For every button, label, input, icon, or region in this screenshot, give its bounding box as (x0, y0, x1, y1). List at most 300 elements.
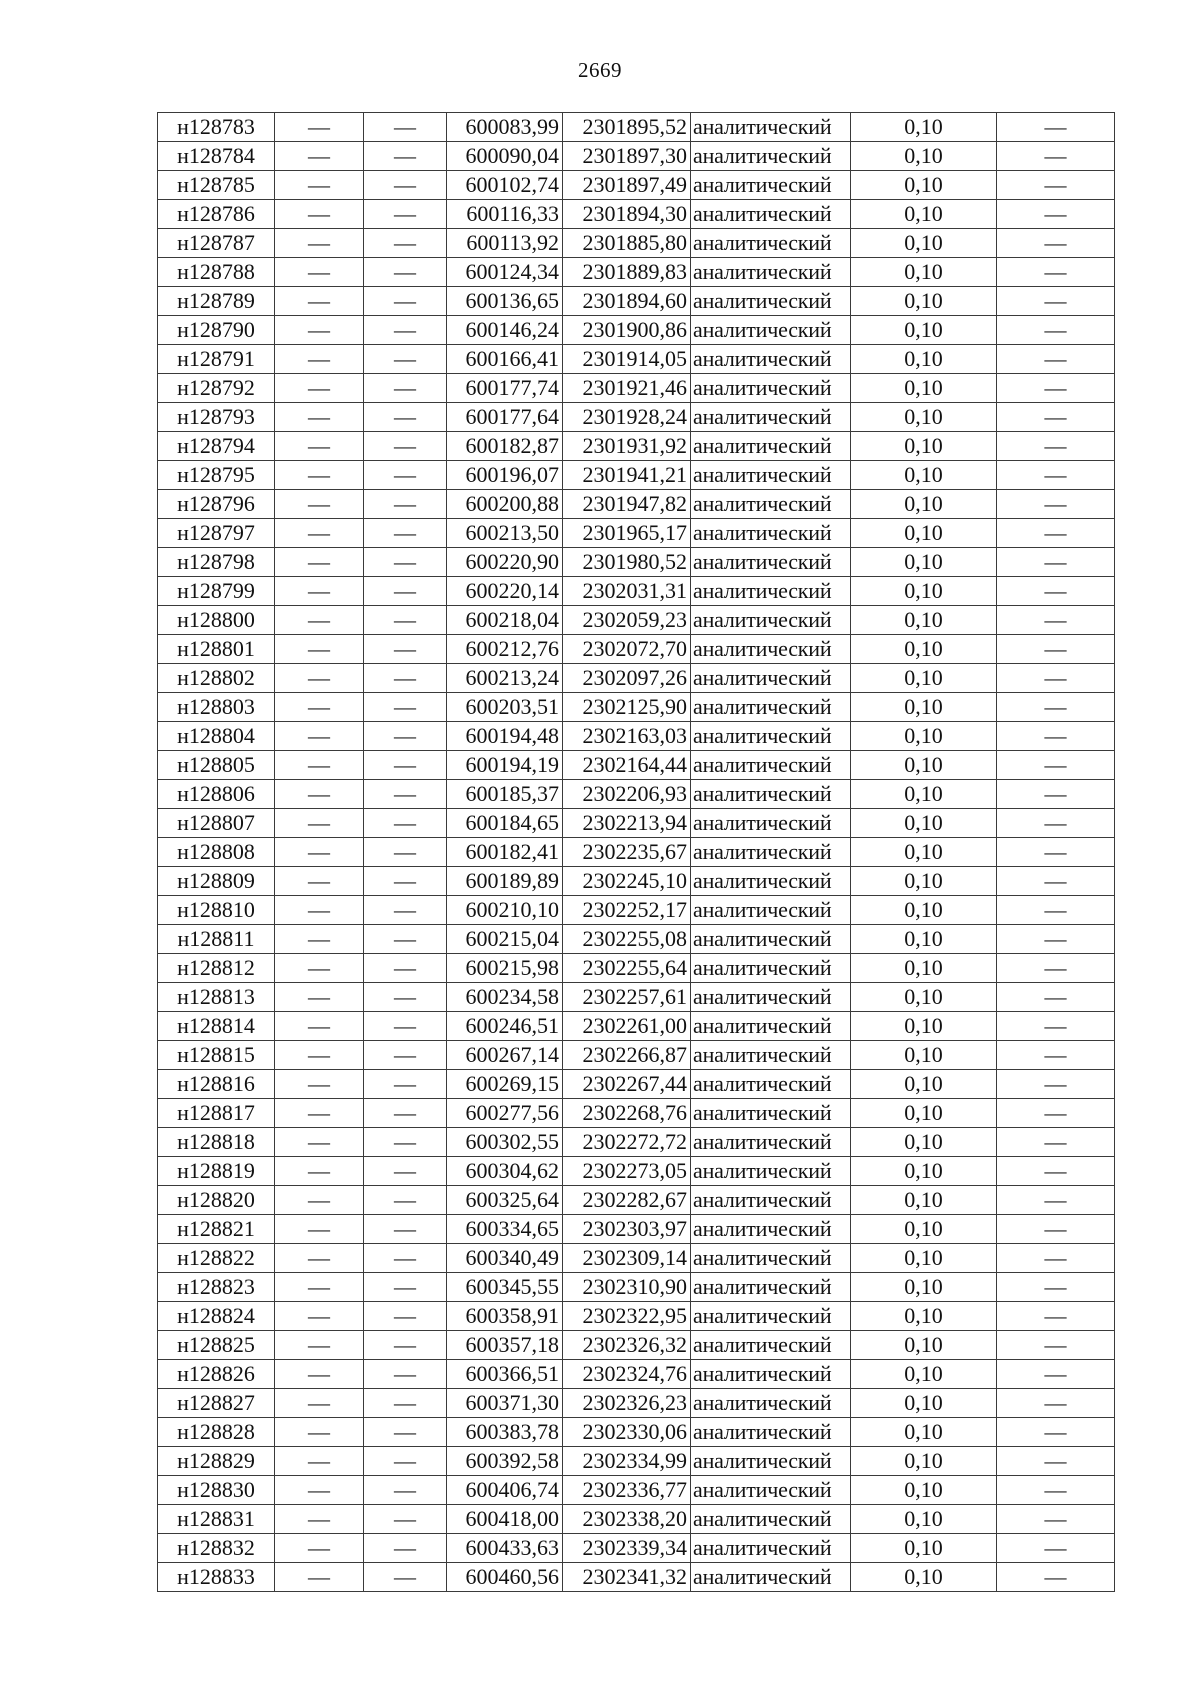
method-cell: аналитический (691, 200, 851, 229)
y-coordinate-cell: 2302336,77 (563, 1476, 691, 1505)
dash-cell: — (275, 1186, 364, 1215)
y-coordinate-cell: 2302164,44 (563, 751, 691, 780)
x-coordinate-cell: 600090,04 (447, 142, 563, 171)
x-coordinate-cell: 600194,19 (447, 751, 563, 780)
y-coordinate-cell: 2302326,32 (563, 1331, 691, 1360)
method-cell: аналитический (691, 577, 851, 606)
dash-cell: — (364, 867, 447, 896)
table-row (158, 403, 1115, 432)
dash-cell: — (997, 577, 1115, 606)
dash-cell: — (997, 809, 1115, 838)
point-id-cell: н128784 (158, 142, 275, 171)
point-id-cell: н128785 (158, 171, 275, 200)
dash-cell: — (997, 1099, 1115, 1128)
table-row (158, 1157, 1115, 1186)
dash-cell: — (997, 1012, 1115, 1041)
y-coordinate-cell: 2302338,20 (563, 1505, 691, 1534)
dash-cell: — (997, 983, 1115, 1012)
accuracy-cell: 0,10 (851, 780, 997, 809)
dash-cell: — (364, 258, 447, 287)
table-row (158, 345, 1115, 374)
dash-cell: — (364, 1302, 447, 1331)
dash-cell: — (275, 722, 364, 751)
accuracy-cell: 0,10 (851, 1505, 997, 1534)
point-id-cell: н128786 (158, 200, 275, 229)
dash-cell: — (364, 838, 447, 867)
accuracy-cell: 0,10 (851, 1157, 997, 1186)
accuracy-cell: 0,10 (851, 954, 997, 983)
y-coordinate-cell: 2301914,05 (563, 345, 691, 374)
dash-cell: — (275, 113, 364, 142)
dash-cell: — (997, 548, 1115, 577)
point-id-cell: н128802 (158, 664, 275, 693)
method-cell: аналитический (691, 1012, 851, 1041)
accuracy-cell: 0,10 (851, 722, 997, 751)
dash-cell: — (364, 606, 447, 635)
accuracy-cell: 0,10 (851, 577, 997, 606)
dash-cell: — (275, 316, 364, 345)
y-coordinate-cell: 2302273,05 (563, 1157, 691, 1186)
point-id-cell: н128803 (158, 693, 275, 722)
accuracy-cell: 0,10 (851, 809, 997, 838)
table-row (158, 1128, 1115, 1157)
method-cell: аналитический (691, 1476, 851, 1505)
dash-cell: — (275, 664, 364, 693)
table-row (158, 1505, 1115, 1534)
x-coordinate-cell: 600196,07 (447, 461, 563, 490)
point-id-cell: н128812 (158, 954, 275, 983)
y-coordinate-cell: 2302266,87 (563, 1041, 691, 1070)
dash-cell: — (997, 635, 1115, 664)
y-coordinate-cell: 2302261,00 (563, 1012, 691, 1041)
dash-cell: — (997, 1505, 1115, 1534)
y-coordinate-cell: 2302125,90 (563, 693, 691, 722)
method-cell: аналитический (691, 838, 851, 867)
x-coordinate-cell: 600358,91 (447, 1302, 563, 1331)
dash-cell: — (997, 1360, 1115, 1389)
x-coordinate-cell: 600177,64 (447, 403, 563, 432)
y-coordinate-cell: 2302272,72 (563, 1128, 691, 1157)
table-row (158, 316, 1115, 345)
dash-cell: — (275, 1563, 364, 1592)
dash-cell: — (275, 403, 364, 432)
dash-cell: — (997, 838, 1115, 867)
x-coordinate-cell: 600215,98 (447, 954, 563, 983)
method-cell: аналитический (691, 1505, 851, 1534)
dash-cell: — (997, 751, 1115, 780)
y-coordinate-cell: 2302235,67 (563, 838, 691, 867)
table-row (158, 693, 1115, 722)
dash-cell: — (275, 809, 364, 838)
y-coordinate-cell: 2302334,99 (563, 1447, 691, 1476)
table-row (158, 1360, 1115, 1389)
accuracy-cell: 0,10 (851, 635, 997, 664)
table-row (158, 838, 1115, 867)
table-row (158, 635, 1115, 664)
method-cell: аналитический (691, 925, 851, 954)
point-id-cell: н128796 (158, 490, 275, 519)
x-coordinate-cell: 600325,64 (447, 1186, 563, 1215)
dash-cell: — (364, 113, 447, 142)
dash-cell: — (364, 1157, 447, 1186)
accuracy-cell: 0,10 (851, 1099, 997, 1128)
dash-cell: — (997, 1215, 1115, 1244)
dash-cell: — (364, 1389, 447, 1418)
point-id-cell: н128815 (158, 1041, 275, 1070)
dash-cell: — (364, 1447, 447, 1476)
method-cell: аналитический (691, 722, 851, 751)
y-coordinate-cell: 2301921,46 (563, 374, 691, 403)
method-cell: аналитический (691, 664, 851, 693)
dash-cell: — (997, 780, 1115, 809)
point-id-cell: н128826 (158, 1360, 275, 1389)
dash-cell: — (275, 171, 364, 200)
dash-cell: — (997, 519, 1115, 548)
dash-cell: — (364, 1418, 447, 1447)
table-row (158, 142, 1115, 171)
method-cell: аналитический (691, 751, 851, 780)
method-cell: аналитический (691, 635, 851, 664)
table-row (158, 1302, 1115, 1331)
table-row (158, 1244, 1115, 1273)
point-id-cell: н128833 (158, 1563, 275, 1592)
accuracy-cell: 0,10 (851, 287, 997, 316)
table-row (158, 606, 1115, 635)
method-cell: аналитический (691, 519, 851, 548)
point-id-cell: н128800 (158, 606, 275, 635)
x-coordinate-cell: 600406,74 (447, 1476, 563, 1505)
y-coordinate-cell: 2301894,30 (563, 200, 691, 229)
dash-cell: — (275, 896, 364, 925)
point-id-cell: н128792 (158, 374, 275, 403)
dash-cell: — (364, 1128, 447, 1157)
y-coordinate-cell: 2302163,03 (563, 722, 691, 751)
accuracy-cell: 0,10 (851, 925, 997, 954)
dash-cell: — (275, 606, 364, 635)
table-row (158, 722, 1115, 751)
dash-cell: — (364, 374, 447, 403)
dash-cell: — (997, 490, 1115, 519)
dash-cell: — (364, 1273, 447, 1302)
dash-cell: — (997, 461, 1115, 490)
y-coordinate-cell: 2302341,32 (563, 1563, 691, 1592)
table-row (158, 461, 1115, 490)
method-cell: аналитический (691, 1099, 851, 1128)
method-cell: аналитический (691, 142, 851, 171)
method-cell: аналитический (691, 1215, 851, 1244)
method-cell: аналитический (691, 229, 851, 258)
point-id-cell: н128818 (158, 1128, 275, 1157)
dash-cell: — (997, 1447, 1115, 1476)
method-cell: аналитический (691, 1186, 851, 1215)
method-cell: аналитический (691, 316, 851, 345)
dash-cell: — (364, 229, 447, 258)
dash-cell: — (364, 432, 447, 461)
dash-cell: — (997, 722, 1115, 751)
point-id-cell: н128816 (158, 1070, 275, 1099)
y-coordinate-cell: 2302330,06 (563, 1418, 691, 1447)
dash-cell: — (364, 1070, 447, 1099)
dash-cell: — (275, 780, 364, 809)
y-coordinate-cell: 2301931,92 (563, 432, 691, 461)
method-cell: аналитический (691, 1157, 851, 1186)
x-coordinate-cell: 600185,37 (447, 780, 563, 809)
method-cell: аналитический (691, 606, 851, 635)
x-coordinate-cell: 600277,56 (447, 1099, 563, 1128)
dash-cell: — (997, 1244, 1115, 1273)
accuracy-cell: 0,10 (851, 171, 997, 200)
dash-cell: — (997, 664, 1115, 693)
table-row (158, 809, 1115, 838)
dash-cell: — (275, 1505, 364, 1534)
coordinates-table (157, 112, 1115, 1592)
y-coordinate-cell: 2302097,26 (563, 664, 691, 693)
point-id-cell: н128794 (158, 432, 275, 461)
method-cell: аналитический (691, 1447, 851, 1476)
point-id-cell: н128820 (158, 1186, 275, 1215)
dash-cell: — (364, 983, 447, 1012)
accuracy-cell: 0,10 (851, 606, 997, 635)
accuracy-cell: 0,10 (851, 316, 997, 345)
dash-cell: — (275, 374, 364, 403)
y-coordinate-cell: 2302072,70 (563, 635, 691, 664)
dash-cell: — (364, 490, 447, 519)
dash-cell: — (997, 1418, 1115, 1447)
point-id-cell: н128811 (158, 925, 275, 954)
dash-cell: — (997, 954, 1115, 983)
dash-cell: — (275, 838, 364, 867)
accuracy-cell: 0,10 (851, 1041, 997, 1070)
y-coordinate-cell: 2302206,93 (563, 780, 691, 809)
table-row (158, 664, 1115, 693)
dash-cell: — (275, 577, 364, 606)
point-id-cell: н128813 (158, 983, 275, 1012)
method-cell: аналитический (691, 548, 851, 577)
x-coordinate-cell: 600340,49 (447, 1244, 563, 1273)
accuracy-cell: 0,10 (851, 751, 997, 780)
x-coordinate-cell: 600392,58 (447, 1447, 563, 1476)
dash-cell: — (275, 287, 364, 316)
y-coordinate-cell: 2302324,76 (563, 1360, 691, 1389)
x-coordinate-cell: 600116,33 (447, 200, 563, 229)
dash-cell: — (364, 751, 447, 780)
y-coordinate-cell: 2302326,23 (563, 1389, 691, 1418)
accuracy-cell: 0,10 (851, 1476, 997, 1505)
method-cell: аналитический (691, 780, 851, 809)
method-cell: аналитический (691, 258, 851, 287)
accuracy-cell: 0,10 (851, 1563, 997, 1592)
dash-cell: — (275, 1476, 364, 1505)
accuracy-cell: 0,10 (851, 983, 997, 1012)
method-cell: аналитический (691, 1041, 851, 1070)
table-row (158, 1331, 1115, 1360)
x-coordinate-cell: 600213,24 (447, 664, 563, 693)
table-row (158, 1389, 1115, 1418)
y-coordinate-cell: 2302282,67 (563, 1186, 691, 1215)
dash-cell: — (275, 1418, 364, 1447)
point-id-cell: н128821 (158, 1215, 275, 1244)
method-cell: аналитический (691, 1418, 851, 1447)
accuracy-cell: 0,10 (851, 1215, 997, 1244)
table-row (158, 1186, 1115, 1215)
table-row (158, 1476, 1115, 1505)
x-coordinate-cell: 600212,76 (447, 635, 563, 664)
method-cell: аналитический (691, 1128, 851, 1157)
dash-cell: — (364, 1244, 447, 1273)
x-coordinate-cell: 600182,41 (447, 838, 563, 867)
point-id-cell: н128791 (158, 345, 275, 374)
table-row (158, 1041, 1115, 1070)
table-row (158, 1273, 1115, 1302)
dash-cell: — (364, 1041, 447, 1070)
accuracy-cell: 0,10 (851, 113, 997, 142)
dash-cell: — (364, 896, 447, 925)
x-coordinate-cell: 600334,65 (447, 1215, 563, 1244)
point-id-cell: н128808 (158, 838, 275, 867)
table-row (158, 287, 1115, 316)
point-id-cell: н128807 (158, 809, 275, 838)
dash-cell: — (275, 867, 364, 896)
table-row (158, 374, 1115, 403)
accuracy-cell: 0,10 (851, 1418, 997, 1447)
method-cell: аналитический (691, 374, 851, 403)
dash-cell: — (364, 171, 447, 200)
dash-cell: — (275, 635, 364, 664)
table-row (158, 432, 1115, 461)
point-id-cell: н128829 (158, 1447, 275, 1476)
accuracy-cell: 0,10 (851, 838, 997, 867)
accuracy-cell: 0,10 (851, 374, 997, 403)
table-row (158, 171, 1115, 200)
dash-cell: — (275, 983, 364, 1012)
dash-cell: — (364, 954, 447, 983)
table-row (158, 200, 1115, 229)
dash-cell: — (275, 1157, 364, 1186)
dash-cell: — (275, 1302, 364, 1331)
dash-cell: — (364, 1012, 447, 1041)
dash-cell: — (364, 693, 447, 722)
dash-cell: — (997, 606, 1115, 635)
dash-cell: — (364, 1331, 447, 1360)
point-id-cell: н128783 (158, 113, 275, 142)
x-coordinate-cell: 600433,63 (447, 1534, 563, 1563)
dash-cell: — (997, 229, 1115, 258)
method-cell: аналитический (691, 809, 851, 838)
y-coordinate-cell: 2302268,76 (563, 1099, 691, 1128)
point-id-cell: н128823 (158, 1273, 275, 1302)
x-coordinate-cell: 600182,87 (447, 432, 563, 461)
point-id-cell: н128831 (158, 1505, 275, 1534)
dash-cell: — (997, 1302, 1115, 1331)
x-coordinate-cell: 600267,14 (447, 1041, 563, 1070)
point-id-cell: н128828 (158, 1418, 275, 1447)
dash-cell: — (364, 577, 447, 606)
dash-cell: — (364, 200, 447, 229)
x-coordinate-cell: 600220,90 (447, 548, 563, 577)
dash-cell: — (275, 1128, 364, 1157)
x-coordinate-cell: 600304,62 (447, 1157, 563, 1186)
table-row (158, 780, 1115, 809)
dash-cell: — (275, 519, 364, 548)
table-row (158, 258, 1115, 287)
dash-cell: — (364, 1215, 447, 1244)
method-cell: аналитический (691, 867, 851, 896)
accuracy-cell: 0,10 (851, 200, 997, 229)
point-id-cell: н128806 (158, 780, 275, 809)
dash-cell: — (275, 1447, 364, 1476)
dash-cell: — (275, 200, 364, 229)
dash-cell: — (997, 113, 1115, 142)
point-id-cell: н128799 (158, 577, 275, 606)
dash-cell: — (275, 490, 364, 519)
dash-cell: — (997, 1534, 1115, 1563)
dash-cell: — (364, 287, 447, 316)
method-cell: аналитический (691, 1302, 851, 1331)
dash-cell: — (997, 287, 1115, 316)
table-row (158, 1099, 1115, 1128)
point-id-cell: н128825 (158, 1331, 275, 1360)
dash-cell: — (275, 954, 364, 983)
method-cell: аналитический (691, 896, 851, 925)
x-coordinate-cell: 600246,51 (447, 1012, 563, 1041)
dash-cell: — (275, 548, 364, 577)
table-body (158, 113, 1115, 1592)
point-id-cell: н128797 (158, 519, 275, 548)
point-id-cell: н128822 (158, 1244, 275, 1273)
dash-cell: — (997, 316, 1115, 345)
x-coordinate-cell: 600136,65 (447, 287, 563, 316)
dash-cell: — (364, 1476, 447, 1505)
table-row (158, 751, 1115, 780)
method-cell: аналитический (691, 113, 851, 142)
dash-cell: — (364, 345, 447, 374)
point-id-cell: н128827 (158, 1389, 275, 1418)
dash-cell: — (275, 461, 364, 490)
dash-cell: — (275, 432, 364, 461)
dash-cell: — (997, 1070, 1115, 1099)
accuracy-cell: 0,10 (851, 693, 997, 722)
accuracy-cell: 0,10 (851, 229, 997, 258)
point-id-cell: н128790 (158, 316, 275, 345)
dash-cell: — (997, 1041, 1115, 1070)
table-row (158, 490, 1115, 519)
method-cell: аналитический (691, 983, 851, 1012)
accuracy-cell: 0,10 (851, 1186, 997, 1215)
dash-cell: — (997, 345, 1115, 374)
dash-cell: — (997, 867, 1115, 896)
point-id-cell: н128789 (158, 287, 275, 316)
accuracy-cell: 0,10 (851, 896, 997, 925)
dash-cell: — (275, 345, 364, 374)
method-cell: аналитический (691, 1331, 851, 1360)
table-row (158, 896, 1115, 925)
y-coordinate-cell: 2302322,95 (563, 1302, 691, 1331)
method-cell: аналитический (691, 432, 851, 461)
x-coordinate-cell: 600189,89 (447, 867, 563, 896)
x-coordinate-cell: 600184,65 (447, 809, 563, 838)
dash-cell: — (364, 780, 447, 809)
dash-cell: — (364, 1534, 447, 1563)
dash-cell: — (275, 1389, 364, 1418)
table-row (158, 1447, 1115, 1476)
accuracy-cell: 0,10 (851, 1244, 997, 1273)
accuracy-cell: 0,10 (851, 1360, 997, 1389)
table-row (158, 577, 1115, 606)
x-coordinate-cell: 600269,15 (447, 1070, 563, 1099)
dash-cell: — (275, 1360, 364, 1389)
point-id-cell: н128824 (158, 1302, 275, 1331)
accuracy-cell: 0,10 (851, 1128, 997, 1157)
